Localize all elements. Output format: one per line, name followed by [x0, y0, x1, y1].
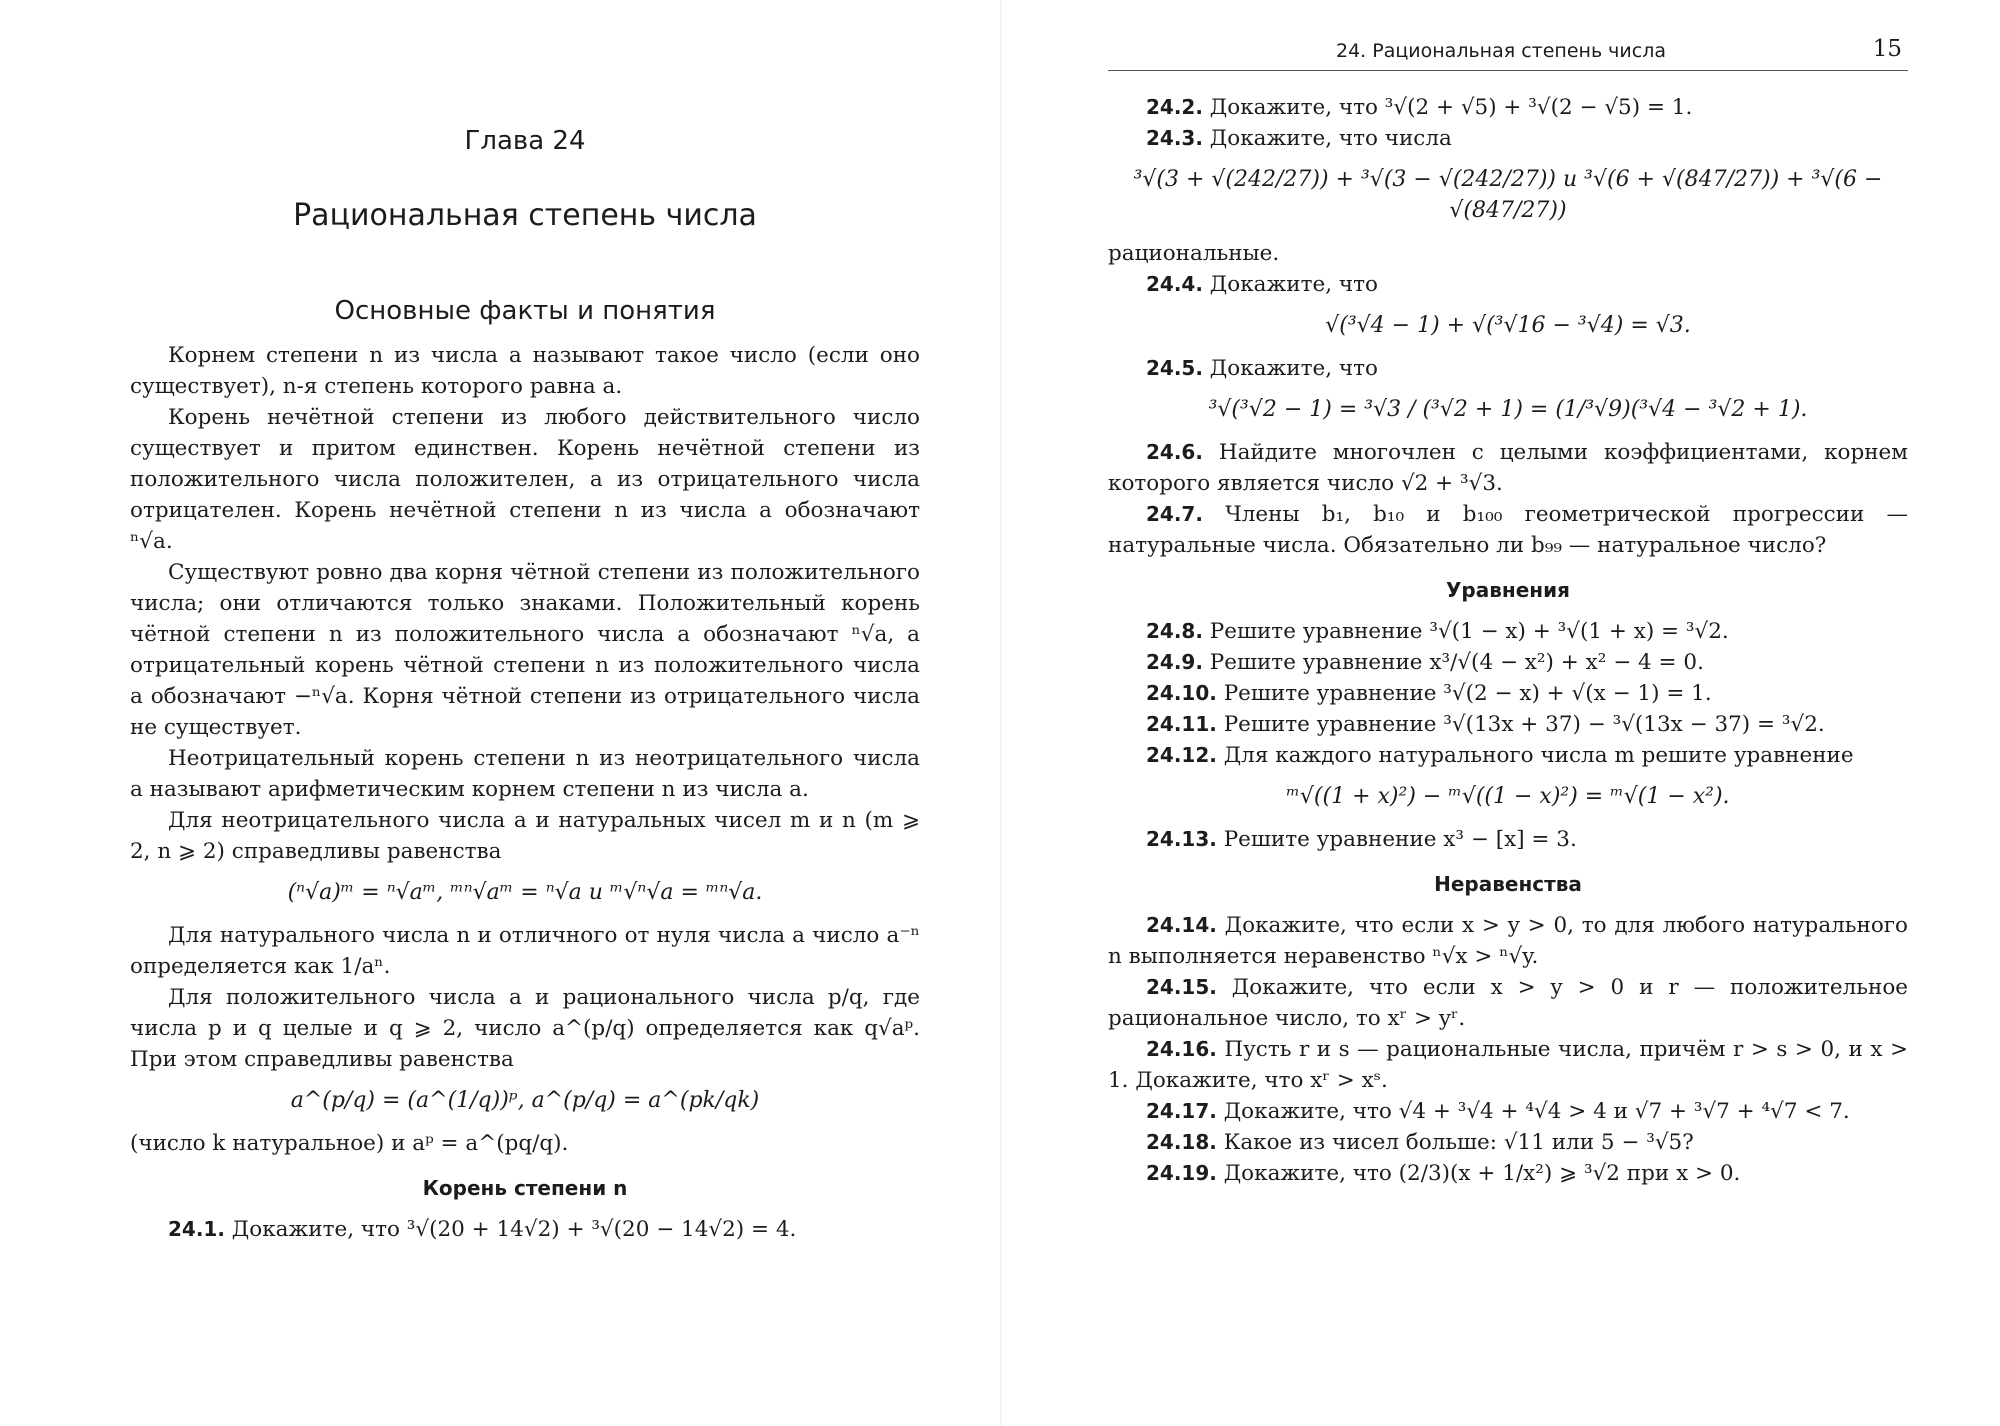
problem-number: 24.1. — [168, 1217, 225, 1241]
paragraph: Для натурального числа n и отличного от нуля числа a число a⁻ⁿ определяется как 1/aⁿ. — [130, 923, 920, 979]
problem — [1108, 647, 1908, 678]
problem — [1108, 1158, 1908, 1189]
problem — [1108, 1096, 1908, 1127]
problem — [1108, 437, 1908, 499]
problem-number: 24.8. — [1146, 619, 1203, 643]
problem — [1108, 740, 1908, 771]
problem-number: 24.17. — [1146, 1099, 1217, 1123]
problem-text: Докажите, что — [1209, 356, 1378, 381]
problem — [1108, 709, 1908, 740]
problem-number: 24.15. — [1146, 975, 1217, 999]
problem-text: Какое из чисел больше: √11 или 5 − ³√5? — [1223, 1130, 1694, 1155]
running-header — [1108, 36, 1908, 71]
problem-number: 24.12. — [1146, 743, 1217, 767]
paragraph: Корнем степени n из числа a называют такое число (если оно существует), n-я степень которого равна a. — [130, 343, 920, 399]
problem-text: Докажите, что (2/3)(x + 1/x²) ⩾ ³√2 при x > 0. — [1223, 1161, 1741, 1186]
problem — [1108, 353, 1908, 384]
problem-number: 24.6. — [1146, 440, 1203, 464]
problem-text: Докажите, что √4 + ³√4 + ⁴√4 > 4 и √7 + ³√7 + ⁴√7 < 7. — [1223, 1099, 1850, 1124]
subsection-title-equations: Уравнения — [1446, 578, 1570, 602]
problem — [1108, 123, 1908, 154]
page-number: 15 — [1872, 36, 1902, 62]
problem-number: 24.4. — [1146, 272, 1203, 296]
problem-number: 24.13. — [1146, 827, 1217, 851]
problem-number: 24.14. — [1146, 913, 1217, 937]
formula-2412: ᵐ√((1 + x)²) − ᵐ√((1 − x)²) = ᵐ√(1 − x²). — [1286, 784, 1730, 809]
problem-text: Докажите, что ³√(20 + 14√2) + ³√(20 − 14√2) = 4. — [231, 1217, 797, 1242]
problem-number: 24.5. — [1146, 356, 1203, 380]
formula-243: ³√(3 + √(242/27)) + ³√(3 − √(242/27)) и ³√(6 + √(847/27)) + ³√(6 − √(847/27)) — [1133, 167, 1883, 223]
book-spine — [1000, 0, 1002, 1426]
problem-number: 24.19. — [1146, 1161, 1217, 1185]
paragraph: Для положительного числа a и рационального числа p/q, где числа p и q целые и q ⩾ 2, число a^(p/q) определяется как q√aᵖ. При этом справедливы равенства — [130, 985, 920, 1072]
problem — [1108, 499, 1908, 561]
problem — [1108, 269, 1908, 300]
chapter-title: Рациональная степень числа — [293, 198, 757, 233]
paragraph: Неотрицательный корень степени n из неотрицательного числа a называют арифметическим корнем степени n из числа a. — [130, 746, 920, 802]
paragraph: Корень нечётной степени из любого действительного число существует и притом единствен. Корень нечётной степени из положительного числа положителен, а из отрицательного числа отрицателен. Корень нечётной степени n из числа a обозначают ⁿ√a. — [130, 405, 920, 554]
left-body — [130, 340, 920, 1245]
problem-text: Члены b₁, b₁₀ и b₁₀₀ геометрической прогрессии — натуральные числа. Обязательно ли b₉₉ — натуральное число? — [1108, 502, 1908, 558]
problem-number: 24.7. — [1146, 502, 1203, 526]
chapter-number: Глава 24 — [464, 126, 586, 156]
paragraph: Существуют ровно два корня чётной степени из положительного числа; они отличаются только знаками. Положительный корень чётной степени n из положительного числа a обозначают ⁿ√a, а отрицательный корень чётной степени n из положительного числа a обозначают −ⁿ√a. Корня чётной степени из отрицательного числа не существует. — [130, 560, 920, 740]
problem-text: Для каждого натурального числа m решите уравнение — [1223, 743, 1854, 768]
problem-text: Докажите, что если x > y > 0, то для любого натурального n выполняется неравенство ⁿ√x > ⁿ√y. — [1108, 913, 1908, 969]
problem-text: Докажите, что числа — [1209, 126, 1452, 151]
section-title: Основные факты и понятия — [334, 296, 716, 326]
problem — [1108, 1034, 1908, 1096]
paragraph: (число k натуральное) и aᵖ = a^(pq/q). — [130, 1131, 569, 1156]
subsection-title: Корень степени n — [422, 1176, 628, 1200]
problem — [1108, 824, 1908, 855]
paragraph: рациональные. — [1108, 241, 1280, 266]
problem-text: Докажите, что ³√(2 + √5) + ³√(2 − √5) = 1. — [1209, 95, 1693, 120]
problem-text: Найдите многочлен с целыми коэффициентами, корнем которого является число √2 + ³√3. — [1108, 440, 1908, 496]
problem-text: Решите уравнение x³/√(4 − x²) + x² − 4 = 0. — [1209, 650, 1704, 675]
paragraph: Для неотрицательного числа a и натуральных чисел m и n (m ⩾ 2, n ⩾ 2) справедливы равенства — [130, 808, 920, 864]
problem-text: Решите уравнение ³√(13x + 37) − ³√(13x − 37) = ³√2. — [1223, 712, 1825, 737]
problem-text: Решите уравнение x³ − [x] = 3. — [1223, 827, 1577, 852]
problem-text: Пусть r и s — рациональные числа, причём r > s > 0, и x > 1. Докажите, что xʳ > xˢ. — [1108, 1037, 1908, 1093]
problem — [1108, 972, 1908, 1034]
problem-text: Докажите, что если x > y > 0 и r — положительное рациональное число, то xʳ > yʳ. — [1108, 975, 1908, 1031]
formula-rational-power: a^(p/q) = (a^(1/q))ᵖ, a^(p/q) = a^(pk/qk) — [290, 1088, 760, 1113]
problem-number: 24.11. — [1146, 712, 1217, 736]
formula-root-identities: (ⁿ√a)ᵐ = ⁿ√aᵐ, ᵐⁿ√aᵐ = ⁿ√a и ᵐ√ⁿ√a = ᵐⁿ√a. — [287, 880, 763, 905]
subsection-title-inequalities: Неравенства — [1434, 872, 1582, 896]
right-body — [1108, 92, 1908, 1189]
problem — [1108, 678, 1908, 709]
problem — [1108, 910, 1908, 972]
problem-number: 24.3. — [1146, 126, 1203, 150]
problem-text: Докажите, что — [1209, 272, 1378, 297]
problem-text: Решите уравнение ³√(2 − x) + √(x − 1) = 1. — [1223, 681, 1712, 706]
problem-number: 24.16. — [1146, 1037, 1217, 1061]
problem-number: 24.10. — [1146, 681, 1217, 705]
running-title: 24. Рациональная степень числа — [1336, 40, 1666, 62]
problem-number: 24.9. — [1146, 650, 1203, 674]
formula-245: ³√(³√2 − 1) = ³√3 / (³√2 + 1) = (1/³√9)(³√4 − ³√2 + 1). — [1208, 397, 1808, 422]
problem — [1108, 1127, 1908, 1158]
formula-244: √(³√4 − 1) + √(³√16 − ³√4) = √3. — [1325, 313, 1691, 338]
problem-number: 24.18. — [1146, 1130, 1217, 1154]
problem — [130, 1214, 920, 1245]
problem-number: 24.2. — [1146, 95, 1203, 119]
problem-text: Решите уравнение ³√(1 − x) + ³√(1 + x) = ³√2. — [1209, 619, 1729, 644]
problem — [1108, 616, 1908, 647]
problem — [1108, 92, 1908, 123]
